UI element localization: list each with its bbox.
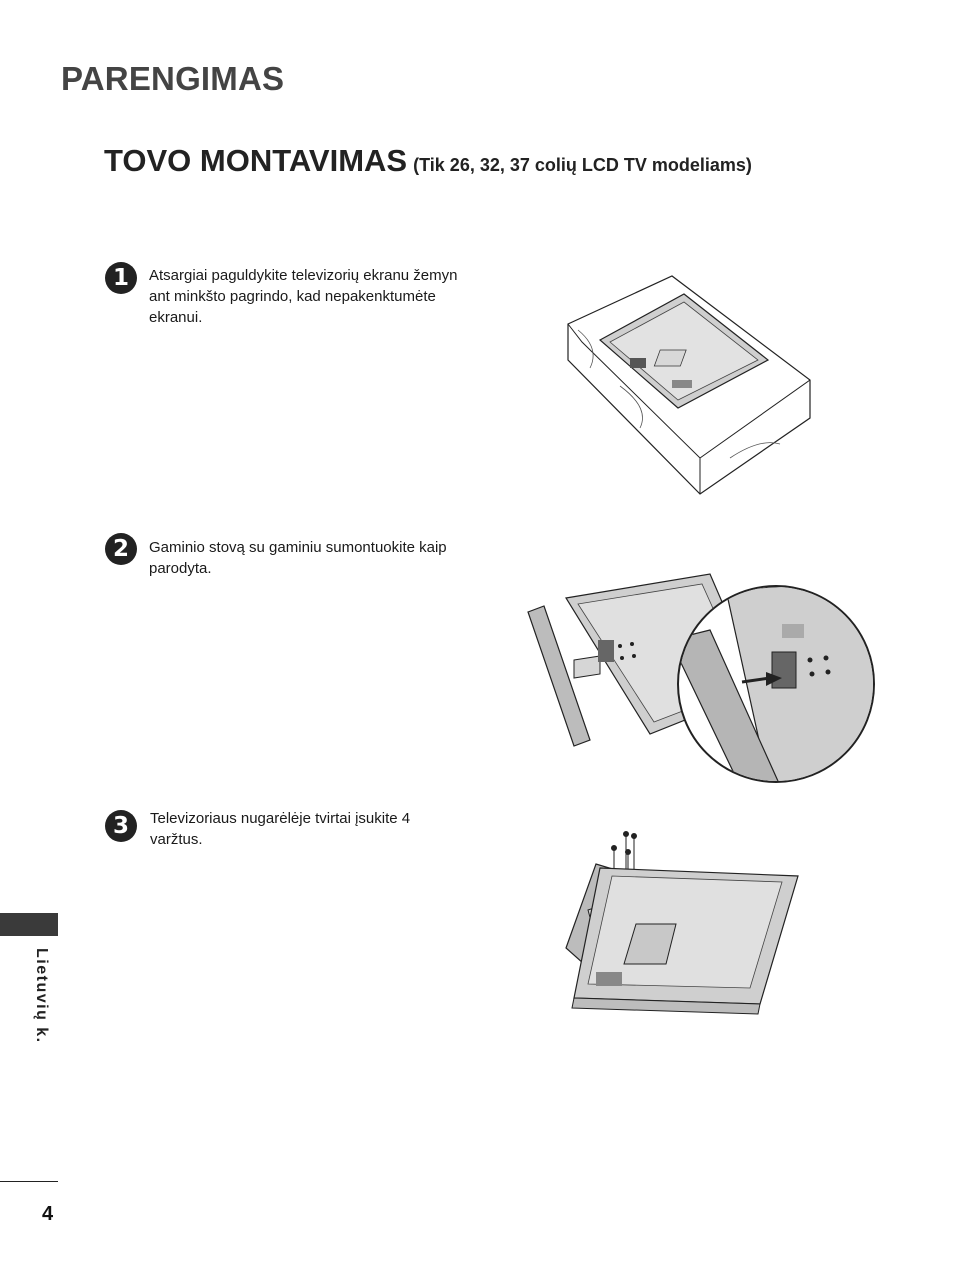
step-2-text: Gaminio stovą su gaminiu sumontuokite kaip parodyta. xyxy=(149,539,447,577)
step-3-badge: 3 xyxy=(105,810,137,842)
footer-divider xyxy=(0,1181,58,1182)
language-label: Lietuvių k. xyxy=(33,948,50,1044)
tv-face-down-illustration xyxy=(560,268,820,500)
section-title xyxy=(104,143,752,179)
language-tab-marker xyxy=(0,913,58,936)
step-2-badge: 2 xyxy=(105,533,137,565)
step-3-text: Televizoriaus nugarėlėje tvirtai įsukite 4 varžtus. xyxy=(150,810,411,848)
page-number: 4 xyxy=(42,1203,54,1225)
step-1-text: Atsargiai paguldykite televizorių ekranu žemyn ant minkšto pagrindo, kad nepakenktumėte ekranui. xyxy=(149,267,458,326)
screw-fastening-illustration xyxy=(560,828,805,1023)
page-title: PARENGIMAS xyxy=(61,60,285,97)
step-1-badge: 1 xyxy=(105,262,137,294)
section-subtitle: (Tik 26, 32, 37 colių LCD TV modeliams) xyxy=(413,155,752,175)
stand-assembly-illustration xyxy=(520,570,880,790)
section-title-main: TOVO MONTAVIMAS xyxy=(104,143,408,178)
